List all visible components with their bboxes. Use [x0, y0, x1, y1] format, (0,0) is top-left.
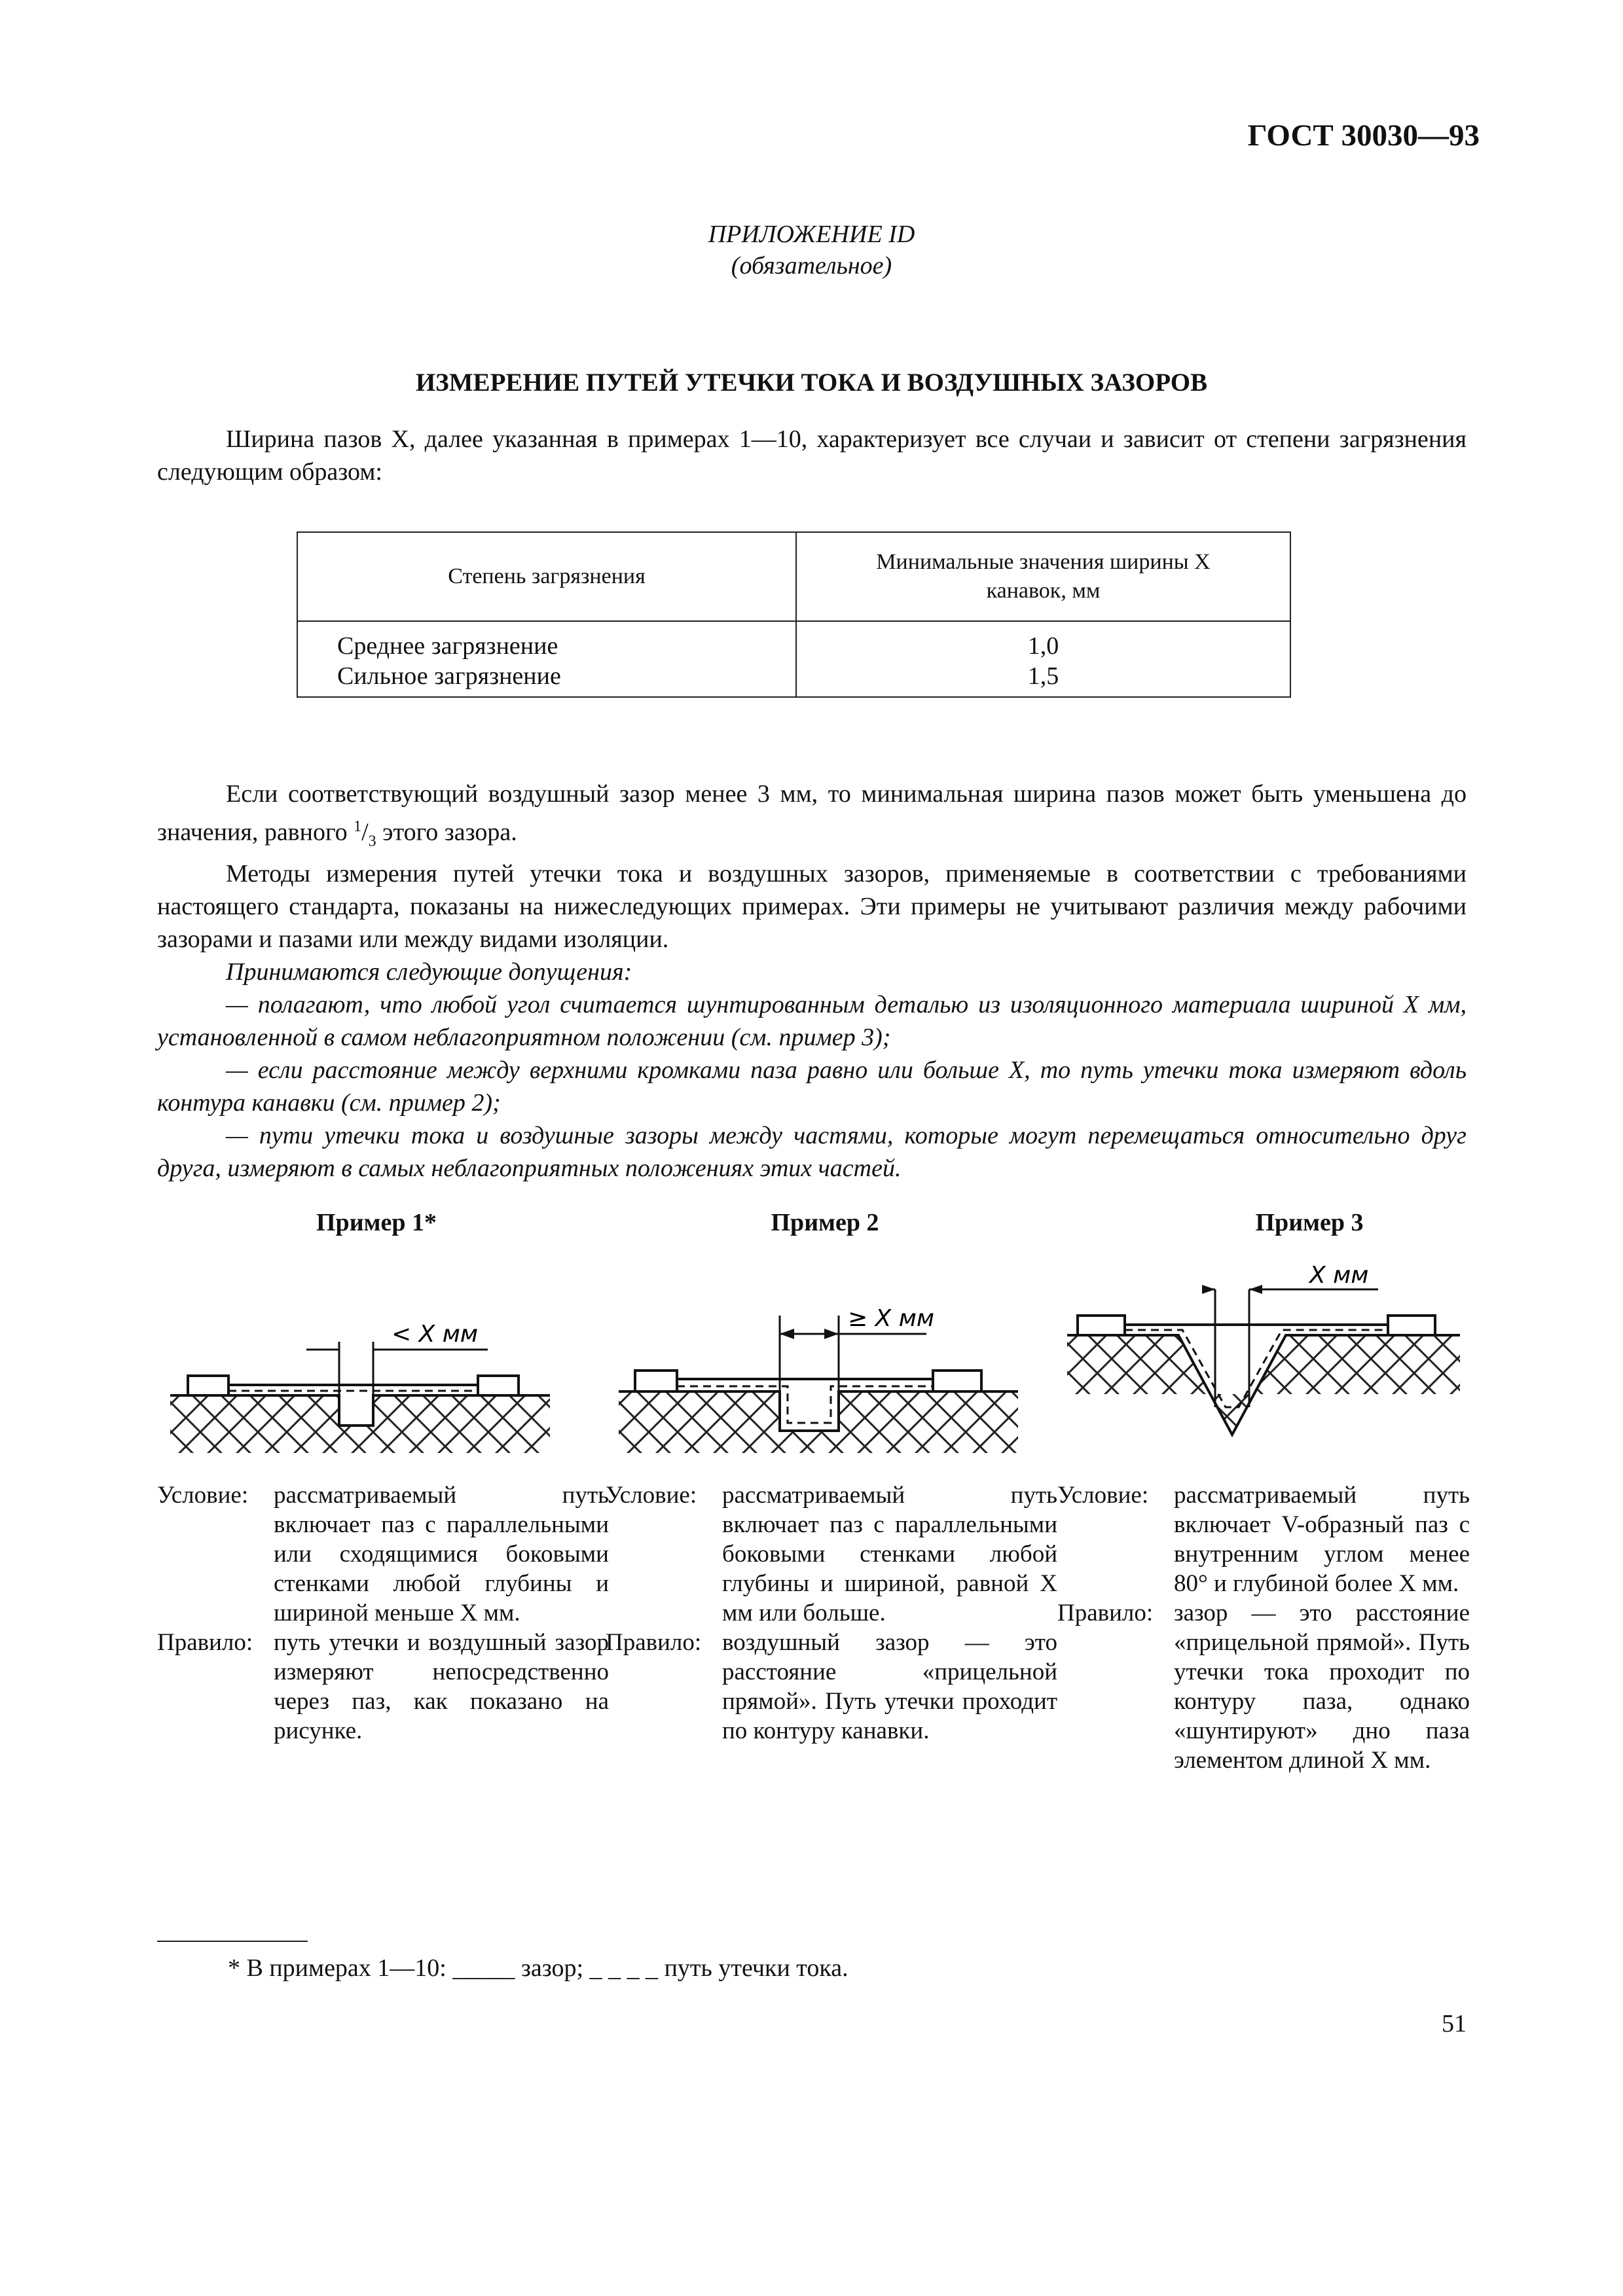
- example-2-description: [606, 1480, 1057, 1746]
- example-2-dim-arrowhead-left: [780, 1329, 794, 1339]
- example-3-rule-label: Правило:: [1057, 1600, 1154, 1626]
- pollution-table: [297, 531, 1291, 698]
- example-2-rule-text: воздушный зазор — это расстояние «прицельной прямой». Путь утечки проходит по контуру канавки.: [722, 1629, 1057, 1744]
- example-1-title: Пример 1*: [316, 1209, 437, 1236]
- body-text: [157, 778, 1467, 1185]
- table-degree-2: Сильное загрязнение: [337, 662, 561, 690]
- example-3-dim-arrowhead-left: [1202, 1285, 1215, 1294]
- example-2-rule: [606, 1628, 1057, 1746]
- table-degree-cell: [297, 621, 796, 697]
- example-3-conductor-left: [1078, 1316, 1125, 1335]
- paragraph-methods: Методы измерения путей утечки тока и воздушных зазоров, применяемые в соответствии с требованиями настоящего стандарта, показаны на нижеследующих примерах. Эти примеры не учитывают различия между рабочими зазорами и пазами или между видами изоляции.: [157, 860, 1467, 954]
- example-1-rule: [157, 1628, 609, 1746]
- example-3-dim-label: X мм: [1309, 1262, 1369, 1289]
- table-header-row: [297, 532, 1290, 621]
- paragraph-assumption-1: — полагают, что любой угол считается шунтированным деталью из изоляционного материала шириной X мм, установленной в самом неблагоприятном положении (см. пример 3);: [157, 991, 1467, 1052]
- fraction-denominator: 3: [368, 833, 376, 850]
- paragraph-reduction-text: Если соответствующий воздушный зазор менее 3 мм, то минимальная ширина пазов может быть уменьшена до значения, равного: [157, 780, 1467, 846]
- example-3-rule-text: зазор — это расстояние «прицельной прямой». Путь утечки тока проходит по контуру паза, однако «шунтируют» дно паза элементом длиной X мм.: [1174, 1600, 1470, 1774]
- example-1-condition-label: Условие:: [157, 1482, 249, 1509]
- table-value-cell: [796, 621, 1290, 697]
- example-3-ground: [1067, 1335, 1460, 1435]
- example-3-condition: [1057, 1480, 1470, 1598]
- example-2-title: Пример 2: [771, 1209, 879, 1236]
- example-3-description: [1057, 1480, 1470, 1775]
- example-1-conductor-right: [478, 1376, 519, 1395]
- table-value-2: 1,5: [1027, 662, 1059, 690]
- paragraph-assumption-2: — если расстояние между верхними кромками паза равно или больше X, то путь утечки тока измеряют вдоль контура канавки (см. пример 2);: [157, 1056, 1467, 1117]
- annex-status: (обязательное): [731, 252, 892, 279]
- annex-title: ПРИЛОЖЕНИЕ ID: [708, 221, 915, 248]
- example-3-condition-label: Условие:: [1057, 1482, 1149, 1509]
- table-value-1: 1,0: [1027, 632, 1059, 660]
- intro-text: Ширина пазов X, далее указанная в примерах 1—10, характеризует все случаи и зависит от степени загрязнения следующим образом:: [157, 425, 1467, 486]
- example-1-rule-label: Правило:: [157, 1629, 253, 1656]
- footnote: * В примерах 1—10: _____ зазор; _ _ _ _ путь утечки тока.: [228, 1954, 848, 1982]
- table-row: [297, 621, 1290, 697]
- paragraph-reduction-end: этого зазора.: [376, 818, 517, 846]
- example-3-condition-text: рассматриваемый путь включает V-образный паз с внутренним углом менее 80° и глубиной более X мм.: [1174, 1482, 1470, 1597]
- example-3-figure: [1054, 1244, 1473, 1460]
- paragraph-assumption-3: — пути утечки тока и воздушные зазоры между частями, которые могут перемещаться относительно друг друга, измеряют в самых неблагоприятных положениях этих частей.: [157, 1122, 1467, 1183]
- example-2-conductor-left: [635, 1371, 677, 1391]
- paragraph-reduction: Если соответствующий воздушный зазор менее 3 мм, то минимальная ширина пазов может быть уменьшена до значения, равного $^1/_3$ этого зазора.: [157, 780, 1467, 850]
- table-header-degree: Степень загрязнения: [297, 532, 796, 621]
- example-2-condition-label: Условие:: [606, 1482, 697, 1509]
- example-2-condition: [606, 1480, 1057, 1628]
- example-3-conductor-right: [1388, 1316, 1435, 1335]
- example-2-figure: [606, 1302, 1031, 1460]
- example-2-dim-label: ≥ X мм: [848, 1305, 935, 1332]
- example-1-dim-label: < X мм: [392, 1321, 479, 1348]
- intro-paragraph: [157, 423, 1467, 488]
- table-header-width-line2: канавок, мм: [986, 579, 1101, 603]
- fraction-numerator: 1: [354, 818, 362, 835]
- example-2-dim-arrowhead-right: [824, 1329, 839, 1339]
- example-1-rule-text: путь утечки и воздушный зазор измеряют непосредственно через паз, как показано на рисунке.: [274, 1629, 609, 1744]
- page-number: 51: [1442, 2010, 1467, 2037]
- table-degree-1: Среднее загрязнение: [337, 632, 558, 660]
- example-2-condition-text: рассматриваемый путь включает паз с параллельными боковыми стенками любой глубины и шириной, равной X мм или больше.: [722, 1482, 1057, 1626]
- example-3-title: Пример 3: [1255, 1209, 1364, 1236]
- example-2-rule-label: Правило:: [606, 1629, 702, 1656]
- example-1-figure: [157, 1302, 563, 1460]
- standard-number: ГОСТ 30030—93: [1247, 118, 1480, 152]
- example-1-conductor-left: [188, 1376, 228, 1395]
- section-title: ИЗМЕРЕНИЕ ПУТЕЙ УТЕЧКИ ТОКА И ВОЗДУШНЫХ ЗАЗОРОВ: [415, 368, 1208, 397]
- example-3-rule: [1057, 1598, 1470, 1775]
- paragraph-assumptions-heading: Принимаются следующие допущения:: [226, 958, 632, 986]
- example-3-dim-arrowhead-right: [1249, 1285, 1262, 1294]
- example-2-conductor-right: [933, 1371, 981, 1391]
- table-header-width: [796, 532, 1290, 621]
- example-1-description: [157, 1480, 609, 1746]
- example-1-condition-text: рассматриваемый путь включает паз с параллельными или сходящимися боковыми стенками любой глубины и шириной меньше X мм.: [274, 1482, 609, 1626]
- table-header-width-line1: Минимальные значения ширины X: [876, 550, 1211, 574]
- example-1-condition: [157, 1480, 609, 1628]
- footnote-separator: [157, 1941, 308, 1942]
